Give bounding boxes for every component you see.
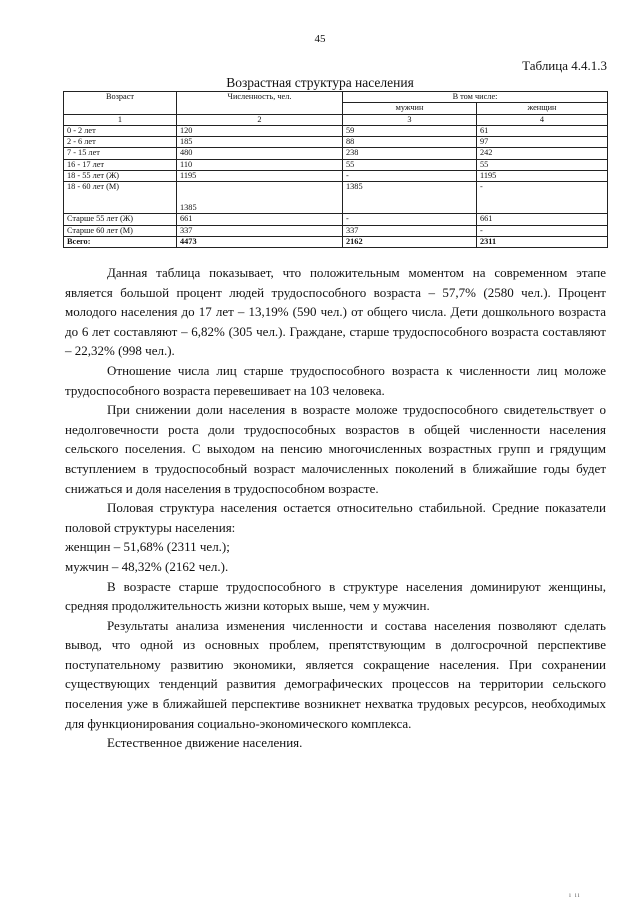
cell-women: - [477, 182, 608, 214]
cell-women: - [477, 225, 608, 236]
header-row [64, 92, 608, 103]
cell-women: 242 [477, 148, 608, 159]
age-structure-table [63, 91, 608, 248]
header-age: Возраст [64, 92, 177, 115]
paragraph-men-share: мужчин – 48,32% (2162 чел.). [65, 558, 229, 574]
table-row [64, 182, 608, 214]
header-women: женщин [477, 103, 608, 114]
cell-count: 661 [177, 214, 343, 225]
table-label: Таблица 4.4.1.3 [522, 58, 607, 73]
cell-women: 1195 [477, 171, 608, 182]
table-row [64, 148, 608, 159]
cell-men: - [343, 214, 477, 225]
cell-men: - [343, 171, 477, 182]
table-row [64, 137, 608, 148]
cell-women: 97 [477, 137, 608, 148]
total-count: 4473 [177, 236, 343, 247]
total-women: 2311 [477, 236, 608, 247]
column-number: 4 [477, 114, 608, 125]
table-row [64, 225, 608, 236]
cell-men: 55 [343, 159, 477, 170]
table-title: Возрастная структура населения [226, 75, 414, 90]
cell-men: 238 [343, 148, 477, 159]
cell-men: 337 [343, 225, 477, 236]
table-row [64, 171, 608, 182]
column-number-row [64, 114, 608, 125]
cell-count: 480 [177, 148, 343, 159]
header-count: Численность, чел. [177, 92, 343, 115]
cell-women: 55 [477, 159, 608, 170]
column-number: 2 [177, 114, 343, 125]
table-row [64, 125, 608, 136]
cell-count: 110 [177, 159, 343, 170]
cell-age: 7 - 15 лет [64, 148, 177, 159]
cell-age: Старше 60 лет (М) [64, 225, 177, 236]
cell-count: 1195 [177, 171, 343, 182]
paragraph: Отношение числа лиц старше трудоспособного возраста к численности лиц моложе трудоспособного возраста перевешивает на 103 человека. [65, 362, 606, 398]
cell-count: 120 [177, 125, 343, 136]
cell-age: 0 - 2 лет [64, 125, 177, 136]
cell-age: 16 - 17 лет [64, 159, 177, 170]
table-row [64, 159, 608, 170]
header-men: мужчин [343, 103, 477, 114]
cell-men: 59 [343, 125, 477, 136]
total-label: Всего: [64, 236, 177, 247]
paragraph: Естественное движение населения. [107, 735, 303, 751]
paragraph: При снижении доли населения в возрасте моложе трудоспособного свидетельствует о недолговечности роста доли трудоспособных возрастов в общей численности населения сельского поселения. С выходом на пенсию многочисленных возрастных групп и грядущим вступлением в трудоспособный возраст малочисленных поколений в ближайшие годы будет снижаться и доля населения в трудоспособном возрасте. [65, 402, 606, 496]
cell-age: Старше 55 лет (Ж) [64, 214, 177, 225]
column-number: 1 [64, 114, 177, 125]
corner-mark: ı ıı [569, 891, 581, 899]
cell-count: 185 [177, 137, 343, 148]
table-row [64, 214, 608, 225]
page-number: 45 [314, 33, 326, 45]
column-number: 3 [343, 114, 477, 125]
paragraph-women-share: женщин – 51,68% (2311 чел.); [65, 539, 230, 555]
cell-count: 337 [177, 225, 343, 236]
cell-age: 2 - 6 лет [64, 137, 177, 148]
cell-count: 1385 [177, 182, 343, 214]
cell-women: 661 [477, 214, 608, 225]
body-text [65, 263, 606, 753]
cell-women: 61 [477, 125, 608, 136]
cell-men: 88 [343, 137, 477, 148]
paragraph: Результаты анализа изменения численности и состава населения позволяют сделать вывод, что одной из основных проблем, препятствующим в долгосрочной перспективе поступательному развитию экономики, является сокращение населения. При сохранении существующих тенденций развития демографических процессов на территории сельского поселения уже в ближайшей перспективе возникнет нехватка трудовых ресурсов, необходимых для функционирования социально-экономического комплекса. [65, 617, 606, 731]
total-men: 2162 [343, 236, 477, 247]
header-including: В том числе: [343, 92, 608, 103]
paragraph: В возрасте старше трудоспособного в структуре населения доминируют женщины, средняя продолжительность жизни которых выше, чем у мужчин. [65, 578, 606, 614]
cell-age: 18 - 60 лет (М) [64, 182, 177, 214]
cell-age: 18 - 55 лет (Ж) [64, 171, 177, 182]
total-row [64, 236, 608, 247]
paragraph: Данная таблица показывает, что положительным моментом на современном этапе является большой процент людей трудоспособного возраста – 57,7% (2580 чел.). Процент молодого населения до 17 лет – 13,19% (590 чел.) от общего числа. Дети дошкольного возраста до 6 лет составляют – 6,82% (305 чел.). Граждане, старше трудоспособного возраста составляют – 22,32% (998 чел.). [65, 265, 606, 359]
paragraph: Половая структура населения остается относительно стабильной. Средние показатели половой структуры населения: [65, 500, 606, 535]
cell-men: 1385 [343, 182, 477, 214]
